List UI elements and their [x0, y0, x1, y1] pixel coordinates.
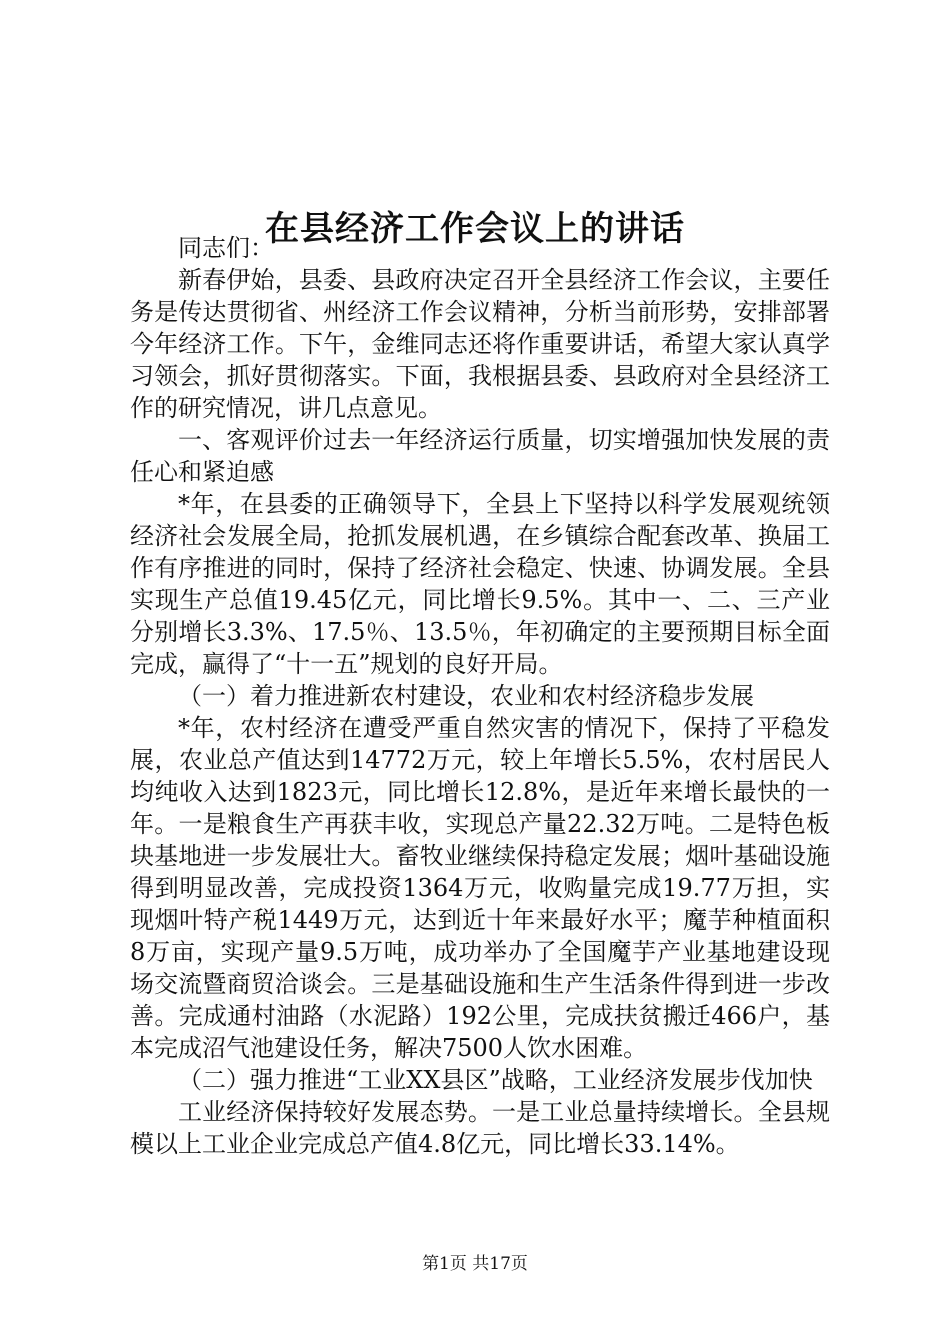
section-heading-1: 一、客观评价过去一年经济运行质量，切实增强加快发展的责任心和紧迫感 [130, 426, 830, 486]
agriculture-paragraph: *年，农村经济在遭受严重自然灾害的情况下，保持了平稳发展，农业总产值达到14772万元，较上年增长5.5%，农村居民人均纯收入达到1823元，同比增长12.8%，是近年来增长最快的一年。一是粮食生产再获丰收，实现总产量22.32万吨。二是特色板块基地进一步发展壮大。畜牧业继续保持稳定发展；烟叶基础设施得到明显改善，完成投资1364万元，收购量完成19.77万担，实现烟叶特产税1449万元，达到近十年来最好水平；魔芋种植面积8万亩，实现产量9.5万吨，成功举办了全国魔芋产业基地建设现场交流暨商贸洽谈会。三是基础设施和生产生活条件得到进一步改善。完成通村油路（水泥路）192公里，完成扶贫搬迁466户，基本完成沼气池建设任务，解决7500人饮水困难。 [130, 714, 830, 1062]
summary-paragraph: *年，在县委的正确领导下，全县上下坚持以科学发展观统领经济社会发展全局，抢抓发展机遇，在乡镇综合配套改革、换届工作有序推进的同时，保持了经济社会稳定、快速、协调发展。全县实现生产总值19.45亿元，同比增长9.5%。其中一、二、三产业分别增长3.3%、17.5％、13.5％，年初确定的主要预期目标全面完成，赢得了“十一五”规划的良好开局。 [130, 490, 830, 678]
document-body [130, 232, 830, 1160]
subsection-heading-1: （一）着力推进新农村建设，农业和农村经济稳步发展 [178, 682, 754, 710]
subsection-heading-2: （二）强力推进“工业XX县区”战略，工业经济发展步伐加快 [178, 1066, 813, 1094]
page-footer: 第1页 共17页 [422, 1254, 528, 1274]
intro-paragraph: 新春伊始，县委、县政府决定召开全县经济工作会议，主要任务是传达贯彻省、州经济工作会议精神，分析当前形势，安排部署今年经济工作。下午，金维同志还将作重要讲话，希望大家认真学习领会，抓好贯彻落实。下面，我根据县委、县政府对全县经济工作的研究情况，讲几点意见。 [130, 266, 830, 422]
industry-paragraph: 工业经济保持较好发展态势。一是工业总量持续增长。全县规模以上工业企业完成总产值4.8亿元，同比增长33.14%。 [130, 1098, 830, 1158]
salutation: 同志们： [178, 234, 274, 262]
document-title: 在县经济工作会议上的讲话 [265, 208, 685, 249]
